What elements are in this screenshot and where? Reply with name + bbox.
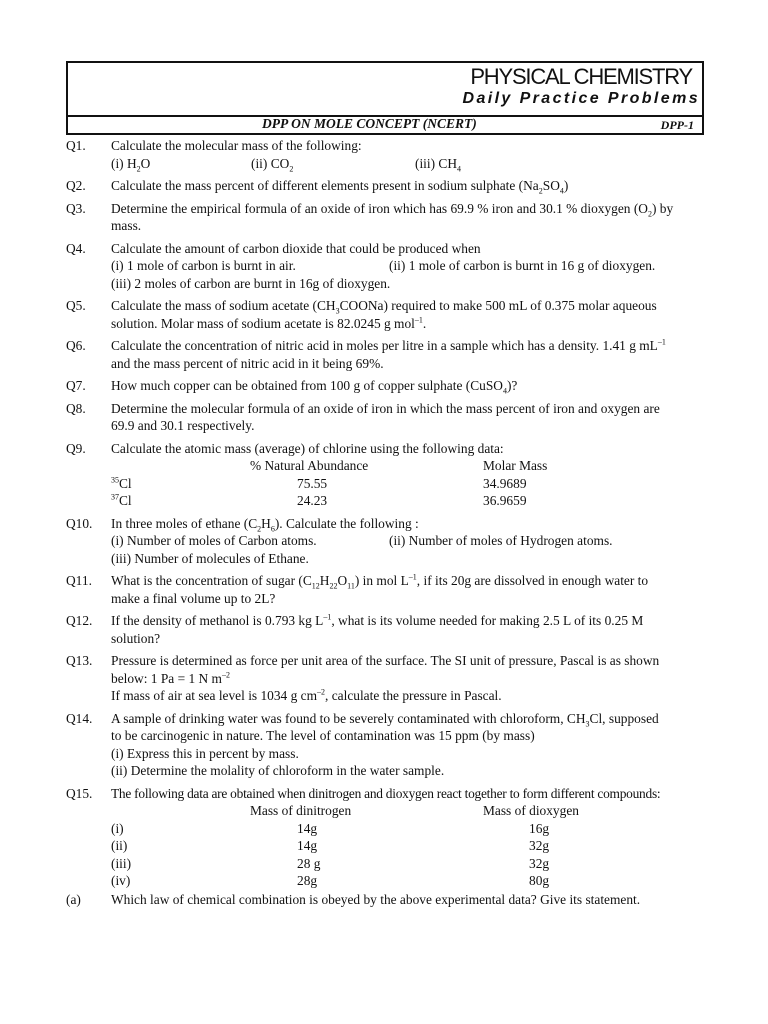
- column-header: Mass of dinitrogen: [250, 803, 352, 818]
- question-number: Q11.: [66, 573, 92, 588]
- question-number: Q3.: [66, 200, 86, 216]
- question-4: [0, 240, 768, 293]
- question-number: Q8.: [66, 400, 86, 416]
- row-label: (iv): [111, 873, 131, 888]
- isotope-label: $^{37}$Cl: [111, 492, 132, 508]
- isotope-label: $^{35}$Cl: [111, 475, 132, 491]
- table-cell: 16g: [529, 820, 550, 836]
- question-text: Determine the empirical formula of an oxide of iron which has 69.9 % iron and 30.1 % dioxygen $(O_2)$ by mass.: [111, 200, 674, 233]
- table-row: [111, 820, 705, 838]
- question-15-part-a: [0, 891, 768, 909]
- question-15: [0, 785, 768, 890]
- option-row: [111, 155, 705, 173]
- table-header: [111, 802, 705, 820]
- question-number: Q15.: [66, 785, 93, 801]
- page-subtitle: Daily Practice Problems: [462, 90, 700, 107]
- table-cell: 14g: [297, 838, 318, 853]
- question-text: Calculate the mass of sodium acetate $(CH_3COONa)$ required to make 500 mL of 0.375 molar aqueous solution. Molar mass of sodium acetate is 82.0245 g mol$^{-1}$.: [111, 298, 657, 331]
- question-text: What is the concentration of sugar $(C_{12}H_{22}O_{11})$ in mol $L^{-1}$, if its 20g are dissolved in enough water to make a final volume up to 2L?: [111, 572, 649, 606]
- row-label: (i): [111, 820, 124, 836]
- option-row: [111, 257, 705, 275]
- dpp-title: DPP ON MOLE CONCEPT (NCERT): [262, 116, 477, 131]
- question-text: Calculate the concentration of nitric acid in moles per litre in a sample which has a density. 1.41 g $mL^{-1}$ and the mass percent of nitric acid in it being 69%.: [111, 337, 666, 371]
- header-top: [68, 63, 702, 117]
- option-iii: (iii) $CH_4$: [415, 155, 462, 174]
- table-cell: 75.55: [297, 475, 328, 491]
- question-9: [0, 440, 768, 510]
- question-number: Q13.: [66, 653, 93, 668]
- question-text: In three moles of ethane $(C_2H_6)$. Calculate the following :: [111, 515, 419, 534]
- header-box: [66, 61, 704, 135]
- question-number: Q7.: [66, 378, 86, 393]
- table-cell: 34.9689: [483, 475, 527, 491]
- question-number: Q12.: [66, 613, 93, 628]
- part-text: Which law of chemical combination is obeyed by the above experimental data? Give its statement.: [111, 891, 641, 907]
- question-14: [0, 710, 768, 780]
- table-cell: 32g: [529, 838, 550, 853]
- dpp-code: DPP-1: [660, 118, 694, 132]
- question-8: [0, 400, 768, 435]
- table-cell: 32g: [529, 855, 550, 871]
- option-i: (i) $H_2O$: [111, 155, 151, 174]
- question-list: [0, 137, 768, 913]
- option-ii: (ii) 1 mole of carbon is burnt in 16 g of dioxygen.: [389, 258, 656, 273]
- page-title: PHYSICAL CHEMISTRY: [470, 64, 692, 89]
- option-i: (i) 1 mole of carbon is burnt in air.: [111, 258, 296, 273]
- question-text: The following data are obtained when dinitrogen and dioxygen react together to form different compounds:: [111, 785, 661, 801]
- question-number: Q4.: [66, 240, 86, 256]
- table-cell: 36.9659: [483, 493, 527, 508]
- table-row: [111, 872, 705, 890]
- question-number: Q14.: [66, 710, 93, 726]
- question-text: Calculate the atomic mass (average) of chlorine using the following data:: [111, 440, 504, 456]
- option-iii: (iii) 2 moles of carbon are burnt in 16g of dioxygen.: [111, 275, 391, 291]
- question-text: Calculate the mass percent of different elements present in sodium sulphate $(Na_2SO_4)$: [111, 178, 569, 196]
- question-1: [0, 137, 768, 172]
- question-text: Determine the molecular formula of an oxide of iron in which the mass percent of iron and oxygen are 69.9 and 30.1 respectively.: [111, 400, 660, 433]
- question-text: How much copper can be obtained from 100 g of copper sulphate (CuSO$_4$)?: [111, 378, 518, 396]
- question-number: Q1.: [66, 138, 86, 153]
- part-label: (a): [66, 891, 81, 907]
- question-number: Q6.: [66, 338, 86, 353]
- question-13: [0, 652, 768, 705]
- table-header: [111, 457, 705, 475]
- question-3: [0, 200, 768, 235]
- question-12: [0, 612, 768, 647]
- question-text: Pressure is determined as force per unit area of the surface. The SI unit of pressure, Pascal is as shown below: 1 Pa = 1 N $m^{-2}$ If mass of air at sea level is 1034 g $cm^{-2}$, calculate the pressure in Pascal.: [111, 653, 660, 703]
- question-6: [0, 337, 768, 372]
- question-text: Calculate the amount of carbon dioxide that could be produced when: [111, 240, 481, 256]
- question-text: Calculate the molecular mass of the following:: [111, 138, 362, 153]
- question-11: [0, 572, 768, 607]
- option-ii: (ii) $CO_2$: [251, 155, 294, 174]
- option-row: [111, 532, 705, 550]
- row-label: (iii): [111, 855, 132, 871]
- question-2: [0, 177, 768, 195]
- column-header: Mass of dioxygen: [483, 803, 579, 818]
- question-text: A sample of drinking water was found to be severely contaminated with chloroform, $CH_3Cl$, supposed to be carcinogenic in nature. The level of contamination was 15 ppm (by mass) (i) Express this in percent by mass. (ii) Determine the molality of chloroform in the water sample.: [111, 710, 659, 778]
- table-row: [111, 492, 705, 510]
- table-row: [111, 855, 705, 873]
- question-number: Q5.: [66, 298, 86, 313]
- question-number: Q2.: [66, 178, 86, 193]
- question-number: Q9.: [66, 440, 86, 456]
- option-iii: (iii) Number of molecules of Ethane.: [111, 550, 309, 566]
- question-5: [0, 297, 768, 332]
- option-i: (i) Number of moles of Carbon atoms.: [111, 533, 317, 548]
- question-text: If the density of methanol is 0.793 kg $L^{-1}$, what is its volume needed for making 2.5 L of its 0.25 M solution?: [111, 612, 644, 646]
- table-row: [111, 475, 705, 493]
- column-header: Molar Mass: [483, 458, 548, 473]
- row-label: (ii): [111, 838, 128, 853]
- option-ii: (ii) Number of moles of Hydrogen atoms.: [389, 533, 613, 548]
- question-10: [0, 515, 768, 568]
- table-cell: 28 g: [297, 855, 321, 871]
- question-number: Q10.: [66, 515, 93, 531]
- table-cell: 14g: [297, 820, 318, 836]
- table-cell: 80g: [529, 873, 550, 888]
- column-header: % Natural Abundance: [250, 458, 369, 473]
- header-bottom: [68, 115, 702, 133]
- table-row: [111, 837, 705, 855]
- table-cell: 28g: [297, 873, 318, 888]
- table-cell: 24.23: [297, 493, 328, 508]
- question-7: [0, 377, 768, 395]
